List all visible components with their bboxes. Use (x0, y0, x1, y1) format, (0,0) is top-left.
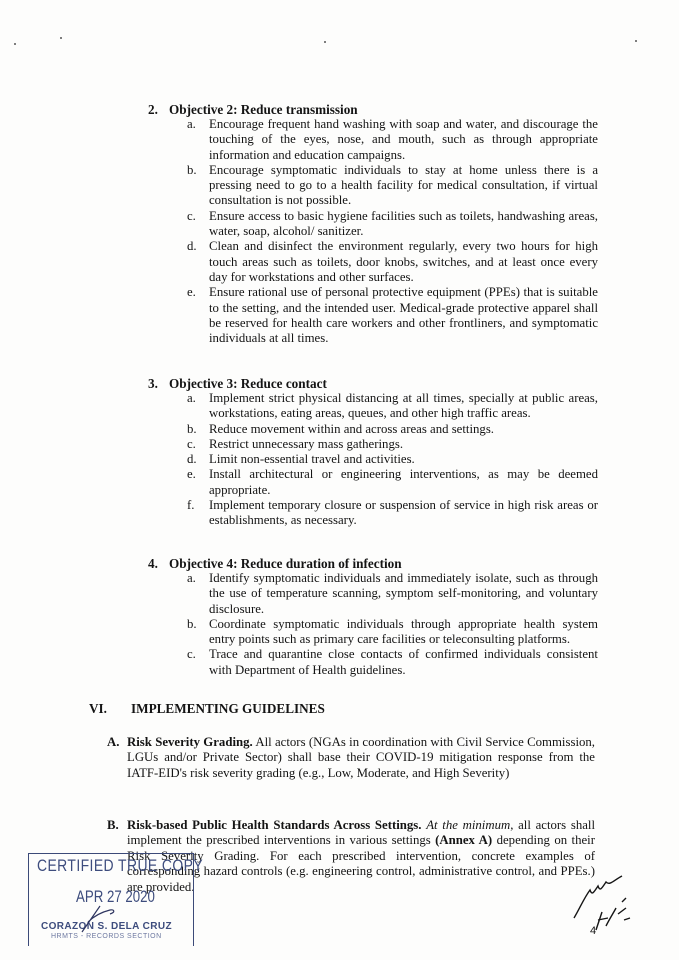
list-item (148, 498, 598, 529)
objective-items (148, 117, 598, 346)
item-letter: e. (187, 467, 196, 482)
list-item (148, 117, 598, 163)
scan-speck (324, 41, 326, 43)
objective-heading: Objective 2: Reduce transmission (169, 102, 358, 117)
guideline-text: , all actors shall implement the prescribed interventions in various settings (127, 818, 596, 848)
item-text: Limit non-essential travel and activities. (209, 452, 415, 467)
section-title: IMPLEMENTING GUIDELINES (131, 701, 325, 716)
annex-reference: (Annex A) (435, 833, 493, 848)
item-text: Ensure rational use of personal protective equipment (PPEs) that is suitable to the setting, and the intended user. Medical-grade protective apparel shall be reserved for health care workers and other frontliners, and symptomatic individuals at all times. (209, 285, 598, 346)
item-text: Coordinate symptomatic individuals through appropriate health system entry points such as primary care facilities or teleconsulting platforms. (209, 616, 598, 647)
item-letter: c. (187, 647, 196, 662)
list-item (148, 617, 598, 648)
objective-number: 4. (148, 556, 158, 571)
item-letter: b. (187, 162, 197, 177)
guideline-text: All actors (NGAs in coordination with Civil Service Commission, LGUs and/or Private Sector) shall base their COVID-19 mitigation response from the IATF-EID's risk severity grading (e.g., Low, Moderate, and High Severity) (127, 735, 595, 780)
item-text: Ensure access to basic hygiene facilities such as toilets, handwashing areas, water, soap, alcohol/ sanitizer. (209, 208, 598, 239)
guideline-letter: A. (107, 735, 120, 749)
page-number: 4 (590, 925, 597, 937)
guideline-emphasis: At the minimum (426, 818, 511, 832)
objective-title (148, 376, 598, 391)
stamp-date: APR 27 2020 (76, 887, 155, 906)
stamp-name: CORAZON S. DELA CRUZ (41, 921, 172, 932)
scan-speck (60, 37, 62, 39)
item-letter: f. (187, 498, 195, 513)
section-heading (89, 701, 325, 717)
item-letter: a. (187, 571, 196, 585)
list-item (148, 239, 598, 285)
objective-title (148, 556, 598, 571)
item-letter: e. (187, 285, 196, 300)
item-text: Encourage symptomatic individuals to stay at home unless there is a pressing need to go to a health facility for medical consultation, if virtual consultation is not possible. (209, 162, 598, 208)
item-text: Encourage frequent hand washing with soap and water, and discourage the touching of the eyes, nose, and mouth, such as through appropriate information and education campaigns. (209, 117, 598, 162)
list-item (148, 209, 598, 240)
handwritten-initials-icon (570, 868, 650, 938)
objective-4 (148, 556, 598, 678)
objective-number: 3. (148, 376, 158, 391)
objective-items (148, 391, 598, 529)
item-text: Implement temporary closure or suspension of service in high risk areas or establishments, as necessary. (209, 498, 598, 528)
objective-title (148, 102, 598, 117)
guideline-a (107, 735, 595, 781)
objective-3 (148, 376, 598, 529)
item-text: Trace and quarantine close contacts of confirmed individuals consistent with Department of Health guidelines. (209, 647, 598, 677)
stamp-department: HRMTS - RECORDS SECTION (51, 933, 162, 940)
item-text: Identify symptomatic individuals and immediately isolate, such as through the use of temperature scanning, symptom self-monitoring, and voluntary disclosure. (209, 571, 598, 616)
scan-speck (635, 40, 637, 42)
guideline-heading: Risk-based Public Health Standards Across Settings. (127, 818, 422, 832)
signature-icon (80, 900, 140, 935)
list-item (148, 452, 598, 467)
guideline-text: depending on their Risk Severity Grading. For each prescribed intervention, concrete examples of corresponding hazard controls (e.g. engineering control, administrative control, and PPEs.) are provided. (127, 833, 595, 894)
list-item (148, 285, 598, 346)
objective-2 (148, 102, 598, 346)
list-item (148, 647, 598, 678)
item-letter: b. (187, 616, 197, 631)
objective-heading: Objective 4: Reduce duration of infection (169, 556, 402, 571)
list-item (148, 437, 598, 452)
list-item (148, 391, 598, 422)
section-number: VI. (89, 701, 107, 716)
item-letter: a. (187, 391, 196, 405)
guideline-body (107, 735, 595, 781)
item-letter: c. (187, 436, 196, 451)
stamp-title: CERTIFIED TRUE COPY (37, 856, 204, 875)
scan-speck (14, 43, 16, 45)
item-letter: c. (187, 208, 196, 223)
list-item (148, 163, 598, 209)
objective-number: 2. (148, 102, 158, 117)
guideline-heading: Risk Severity Grading. (127, 735, 253, 749)
guideline-letter: B. (107, 818, 119, 832)
item-letter: a. (187, 117, 196, 131)
objective-heading: Objective 3: Reduce contact (169, 376, 327, 391)
item-text: Reduce movement within and across areas and settings. (209, 421, 495, 436)
item-text: Implement strict physical distancing at all times, specially at public areas, workstations, eating areas, queues, and other high traffic areas. (209, 391, 598, 421)
objective-items (148, 571, 598, 678)
item-text: Install architectural or engineering interventions, as may be deemed appropriate. (209, 467, 598, 497)
item-text: Restrict unnecessary mass gatherings. (209, 436, 404, 451)
list-item (148, 467, 598, 498)
list-item (148, 422, 598, 437)
item-text: Clean and disinfect the environment regularly, every two hours for high touch areas such as toilets, door knobs, switches, and at least once every day for workstations and other surfaces. (209, 239, 598, 284)
list-item (148, 571, 598, 617)
item-letter: b. (187, 421, 197, 436)
item-letter: d. (187, 239, 197, 254)
item-letter: d. (187, 452, 197, 467)
